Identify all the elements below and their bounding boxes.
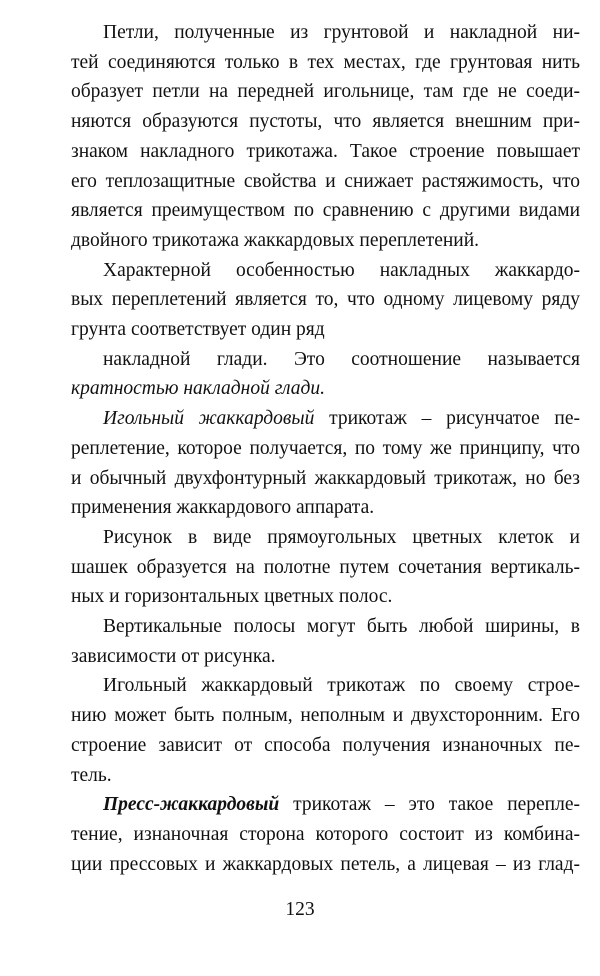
text-line [71, 81, 580, 103]
text-line [71, 378, 580, 400]
text-line [71, 497, 580, 519]
text-run: тей соединяются только в тех местах, где грунтовая нить [71, 51, 580, 73]
text-run: трикотаж – рисунчатое пе- [314, 408, 580, 430]
text-run: строение зависит от способа получения изнаночных пе- [71, 734, 580, 756]
text-run: тель. [71, 764, 112, 786]
italic-term: Игольный жаккардовый [103, 408, 315, 430]
text-run: реплетение, которое получается, по тому же принципу, что [71, 437, 580, 459]
text-run: Вертикальные полосы могут быть любой ширины, в [103, 616, 580, 637]
text-line [71, 289, 580, 311]
text-run: зависимости от рисунка. [71, 645, 276, 667]
text-run: является преимуществом по сравнению с другими видами [71, 200, 580, 222]
text-run: образует петли на передней игольнице, там где не соеди- [71, 81, 580, 103]
text-run: Характерной особенностью накладных жаккардо- [103, 259, 580, 281]
text-line [71, 141, 580, 163]
text-line [71, 586, 580, 608]
bold-italic-term: Пресс-жаккардовый [103, 794, 280, 816]
text-line [71, 468, 580, 490]
text-run: применения жаккардового аппарата. [71, 497, 375, 519]
text-run: знаком накладного трикотажа. Такое строение повышает [71, 140, 580, 162]
text-line [103, 408, 580, 430]
text-run: двойного трикотажа жаккардовых переплетений. [71, 229, 480, 251]
text-run: и обычный двухфонтурный жаккардовый трикотаж, но без [71, 467, 580, 489]
text-run: Игольный жаккардовый трикотаж по своему строе- [103, 675, 580, 697]
text-run: накладной глади. Это соотношение называется [103, 348, 580, 370]
text-line [71, 705, 580, 727]
text-line [71, 111, 580, 133]
text-line [71, 52, 580, 74]
text-run: трикотаж – это такое переплe- [279, 794, 580, 816]
text-line [103, 675, 580, 697]
text-line [71, 646, 580, 668]
text-line [71, 438, 580, 460]
text-line [71, 735, 580, 757]
text-run: Петли, полученные из грунтовой и накладной ни- [103, 22, 580, 43]
text-line [71, 765, 580, 787]
page-number: 123 [285, 899, 315, 920]
text-run: ции прессовых и жаккардовых петель, а лицевая – из глад- [71, 853, 580, 875]
text-run: няются образуются пустоты, что является внешним при- [71, 111, 580, 133]
text-line [103, 260, 580, 282]
text-run: его теплозащитные свойства и снижает растяжимость, что [71, 170, 580, 192]
text-run: грунта соответствует один ряд [71, 319, 325, 340]
text-run: Рисунок в виде прямоугольных цветных клеток и [103, 526, 580, 548]
text-line [103, 794, 580, 816]
text-line [103, 349, 580, 371]
text-line [103, 616, 580, 638]
text-line [71, 230, 580, 252]
text-line [71, 854, 580, 876]
text-run: нию может быть полным, неполным и двухсторонним. Его [71, 705, 580, 727]
text-line [103, 527, 580, 549]
text-line [71, 557, 580, 579]
text-line [103, 22, 580, 44]
text-line [71, 824, 580, 846]
text-line [71, 319, 580, 341]
text-run: ных и горизонтальных цветных полос. [71, 586, 393, 608]
text-run: тение, изнаночная сторона которого состоит из комбина- [71, 823, 580, 845]
text-run: вых переплетений является то, что одному лицевому ряду [71, 289, 580, 311]
text-line [71, 171, 580, 193]
italic-term: кратностью накладной глади. [71, 378, 326, 400]
text-run: шашек образуется на полотне путем сочетания вертикаль- [71, 556, 580, 578]
text-line [71, 200, 580, 222]
